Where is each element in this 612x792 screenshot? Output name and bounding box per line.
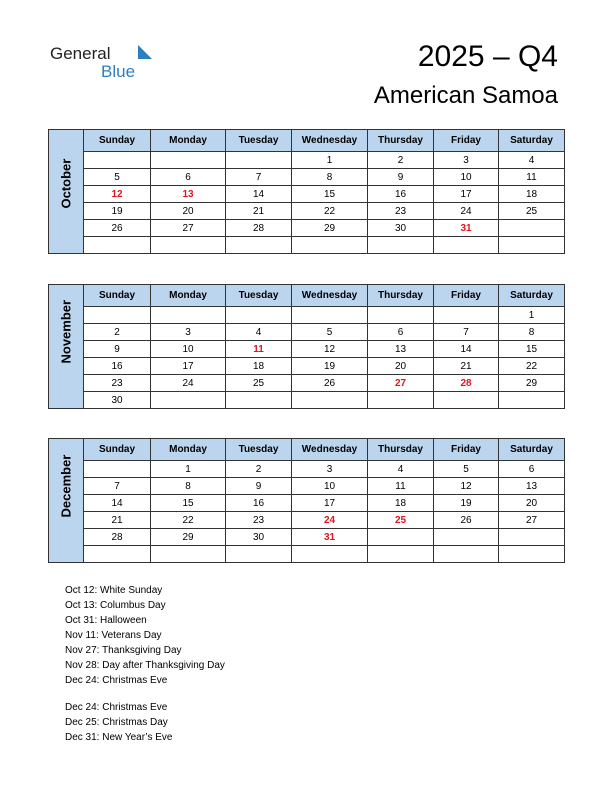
day-cell — [151, 152, 226, 169]
day-cell — [434, 546, 499, 563]
day-cell — [226, 307, 292, 324]
day-cell — [434, 307, 499, 324]
day-cell: 24 — [434, 203, 499, 220]
day-cell: 27 — [151, 220, 226, 237]
day-cell — [84, 237, 151, 254]
day-cell — [499, 237, 565, 254]
day-cell: 27 — [368, 375, 434, 392]
day-cell: 26 — [292, 375, 368, 392]
weekday-header: Sunday — [84, 130, 151, 152]
holiday-note: Oct 12: White Sunday — [65, 585, 163, 596]
day-cell: 16 — [226, 495, 292, 512]
weekday-header: Saturday — [499, 285, 565, 307]
day-cell: 15 — [499, 341, 565, 358]
day-cell: 6 — [368, 324, 434, 341]
week-row — [49, 341, 565, 358]
day-cell: 29 — [292, 220, 368, 237]
day-cell: 24 — [151, 375, 226, 392]
day-cell: 13 — [368, 341, 434, 358]
day-cell — [84, 461, 151, 478]
day-cell: 21 — [226, 203, 292, 220]
day-cell: 1 — [292, 152, 368, 169]
day-cell: 24 — [292, 512, 368, 529]
day-cell: 20 — [368, 358, 434, 375]
day-cell: 3 — [151, 324, 226, 341]
holiday-note: Dec 25: Christmas Day — [65, 717, 168, 728]
day-cell — [434, 392, 499, 409]
day-cell: 19 — [84, 203, 151, 220]
day-cell: 1 — [151, 461, 226, 478]
calendar-december — [48, 438, 565, 563]
day-cell: 12 — [84, 186, 151, 203]
week-row — [49, 186, 565, 203]
day-cell: 16 — [84, 358, 151, 375]
day-cell — [499, 529, 565, 546]
day-cell: 23 — [84, 375, 151, 392]
day-cell: 4 — [499, 152, 565, 169]
day-cell: 25 — [499, 203, 565, 220]
week-row — [49, 495, 565, 512]
day-cell: 2 — [84, 324, 151, 341]
month-label-cell — [49, 439, 84, 563]
day-cell: 15 — [292, 186, 368, 203]
day-cell: 9 — [84, 341, 151, 358]
weekday-header: Tuesday — [226, 285, 292, 307]
day-cell — [226, 392, 292, 409]
weekday-header: Wednesday — [292, 130, 368, 152]
weekday-header: Monday — [151, 439, 226, 461]
page-subtitle: American Samoa — [373, 82, 558, 109]
note-spacer — [65, 688, 225, 700]
day-cell: 17 — [434, 186, 499, 203]
calendar-october — [48, 129, 565, 254]
weekday-header: Thursday — [368, 285, 434, 307]
day-cell: 31 — [292, 529, 368, 546]
day-cell: 15 — [151, 495, 226, 512]
day-cell — [368, 307, 434, 324]
weekday-header: Wednesday — [292, 439, 368, 461]
day-cell: 14 — [434, 341, 499, 358]
holiday-note: Nov 11: Veterans Day — [65, 630, 162, 641]
day-cell — [84, 152, 151, 169]
day-cell: 3 — [292, 461, 368, 478]
month-label-cell — [49, 285, 84, 409]
day-cell: 7 — [226, 169, 292, 186]
month-label: December — [58, 454, 74, 518]
day-cell: 8 — [151, 478, 226, 495]
week-row — [49, 152, 565, 169]
week-row — [49, 203, 565, 220]
day-cell: 10 — [151, 341, 226, 358]
day-cell — [292, 307, 368, 324]
day-cell: 16 — [368, 186, 434, 203]
week-row — [49, 307, 565, 324]
weekday-header: Sunday — [84, 285, 151, 307]
day-cell: 30 — [84, 392, 151, 409]
day-cell: 5 — [434, 461, 499, 478]
day-cell: 9 — [226, 478, 292, 495]
week-row — [49, 237, 565, 254]
week-row — [49, 358, 565, 375]
day-cell: 22 — [292, 203, 368, 220]
day-cell — [84, 307, 151, 324]
logo-triangle-icon — [130, 45, 152, 61]
day-cell: 19 — [292, 358, 368, 375]
day-cell — [368, 237, 434, 254]
holiday-note: Dec 24: Christmas Eve — [65, 702, 168, 713]
day-cell: 27 — [499, 512, 565, 529]
weekday-header: Tuesday — [226, 439, 292, 461]
day-cell: 18 — [499, 186, 565, 203]
day-cell: 21 — [434, 358, 499, 375]
day-cell: 31 — [434, 220, 499, 237]
day-cell: 28 — [434, 375, 499, 392]
day-cell: 14 — [84, 495, 151, 512]
week-row — [49, 529, 565, 546]
day-cell: 21 — [84, 512, 151, 529]
day-cell — [226, 546, 292, 563]
day-cell — [151, 392, 226, 409]
day-cell: 20 — [151, 203, 226, 220]
day-cell: 8 — [499, 324, 565, 341]
holiday-note: Oct 13: Columbus Day — [65, 600, 166, 611]
weekday-header: Wednesday — [292, 285, 368, 307]
day-cell: 18 — [368, 495, 434, 512]
weekday-header: Saturday — [499, 439, 565, 461]
day-cell: 26 — [434, 512, 499, 529]
day-cell — [292, 546, 368, 563]
week-row — [49, 512, 565, 529]
day-cell: 17 — [151, 358, 226, 375]
day-cell: 18 — [226, 358, 292, 375]
holiday-notes — [65, 583, 225, 745]
day-cell: 20 — [499, 495, 565, 512]
day-cell — [151, 307, 226, 324]
holiday-note: Nov 28: Day after Thanksgiving Day — [65, 660, 225, 671]
day-cell: 12 — [292, 341, 368, 358]
day-cell — [151, 546, 226, 563]
day-cell: 2 — [226, 461, 292, 478]
day-cell: 5 — [84, 169, 151, 186]
day-cell: 22 — [499, 358, 565, 375]
month-label: October — [58, 158, 74, 209]
week-row — [49, 392, 565, 409]
weekday-header: Friday — [434, 439, 499, 461]
holiday-note: Nov 27: Thanksgiving Day — [65, 645, 182, 656]
logo-general-text: General — [50, 44, 111, 63]
day-cell: 30 — [368, 220, 434, 237]
day-cell — [226, 152, 292, 169]
day-cell: 8 — [292, 169, 368, 186]
day-cell: 17 — [292, 495, 368, 512]
day-cell: 10 — [434, 169, 499, 186]
day-cell: 6 — [151, 169, 226, 186]
day-cell: 1 — [499, 307, 565, 324]
weekday-header: Monday — [151, 130, 226, 152]
day-cell: 7 — [84, 478, 151, 495]
day-cell: 13 — [151, 186, 226, 203]
day-cell — [499, 392, 565, 409]
day-cell — [151, 237, 226, 254]
day-cell: 25 — [368, 512, 434, 529]
logo — [50, 44, 150, 84]
day-cell — [84, 546, 151, 563]
week-row — [49, 546, 565, 563]
day-cell: 22 — [151, 512, 226, 529]
day-cell: 10 — [292, 478, 368, 495]
weekday-header: Saturday — [499, 130, 565, 152]
page-title: 2025 – Q4 — [417, 40, 558, 73]
day-cell — [368, 546, 434, 563]
day-cell: 14 — [226, 186, 292, 203]
day-cell: 4 — [368, 461, 434, 478]
day-cell — [368, 392, 434, 409]
logo-blue-text: Blue — [101, 62, 136, 81]
week-row — [49, 220, 565, 237]
week-row — [49, 169, 565, 186]
day-cell: 5 — [292, 324, 368, 341]
holiday-note: Oct 31: Halloween — [65, 615, 147, 626]
day-cell: 29 — [499, 375, 565, 392]
day-cell: 12 — [434, 478, 499, 495]
weekday-header: Thursday — [368, 439, 434, 461]
day-cell: 26 — [84, 220, 151, 237]
week-row — [49, 478, 565, 495]
weekday-header: Thursday — [368, 130, 434, 152]
day-cell — [499, 546, 565, 563]
day-cell: 28 — [84, 529, 151, 546]
holiday-note: Dec 31: New Year’s Eve — [65, 732, 173, 743]
month-label: November — [58, 299, 74, 364]
week-row — [49, 461, 565, 478]
calendar-november — [48, 284, 565, 409]
month-label-cell — [49, 130, 84, 254]
day-cell — [292, 392, 368, 409]
weekday-header: Sunday — [84, 439, 151, 461]
day-cell — [434, 529, 499, 546]
day-cell: 11 — [226, 341, 292, 358]
day-cell: 7 — [434, 324, 499, 341]
weekday-header: Friday — [434, 130, 499, 152]
day-cell: 2 — [368, 152, 434, 169]
weekday-header: Tuesday — [226, 130, 292, 152]
day-cell: 23 — [368, 203, 434, 220]
day-cell — [292, 237, 368, 254]
day-cell — [368, 529, 434, 546]
day-cell: 30 — [226, 529, 292, 546]
day-cell: 3 — [434, 152, 499, 169]
day-cell: 4 — [226, 324, 292, 341]
weekday-header: Monday — [151, 285, 226, 307]
day-cell: 25 — [226, 375, 292, 392]
day-cell: 13 — [499, 478, 565, 495]
day-cell: 9 — [368, 169, 434, 186]
day-cell: 23 — [226, 512, 292, 529]
day-cell: 28 — [226, 220, 292, 237]
day-cell — [499, 220, 565, 237]
week-row — [49, 324, 565, 341]
week-row — [49, 375, 565, 392]
day-cell — [434, 237, 499, 254]
day-cell: 29 — [151, 529, 226, 546]
day-cell — [226, 237, 292, 254]
holiday-note: Dec 24: Christmas Eve — [65, 675, 168, 686]
day-cell: 6 — [499, 461, 565, 478]
day-cell: 19 — [434, 495, 499, 512]
day-cell: 11 — [499, 169, 565, 186]
weekday-header: Friday — [434, 285, 499, 307]
day-cell: 11 — [368, 478, 434, 495]
